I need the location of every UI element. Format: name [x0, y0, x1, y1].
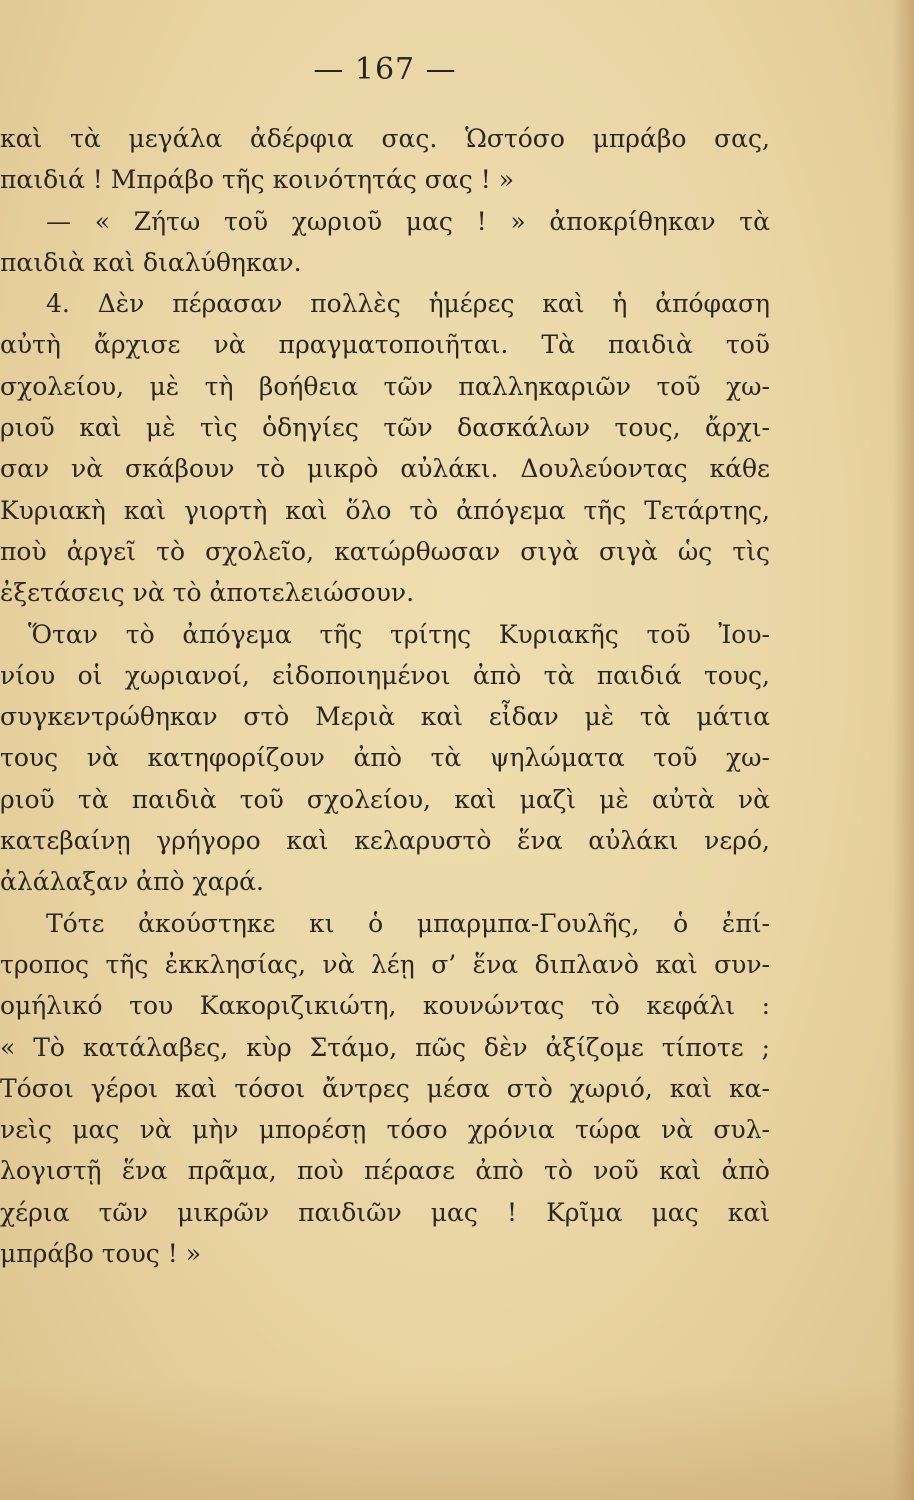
- text-line: νεὶς μας νὰ μὴν μπορέσῃ τόσο χρόνια τώρα νὰ συλ-: [0, 1115, 770, 1145]
- text-line: παιδιὰ καὶ διαλύθηκαν.: [0, 247, 302, 277]
- text-line: καὶ τὰ μεγάλα ἀδέρφια σας. Ὡστόσο μπράβο σας,: [0, 124, 770, 153]
- text-line: αὐτὴ ἄρχισε νὰ πραγματοποιῆται. Τὰ παιδιὰ τοῦ: [0, 330, 770, 360]
- text-line: ριοῦ καὶ μὲ τὶς ὁδηγίες τῶν δασκάλων τους, ἄρχι-: [0, 413, 770, 443]
- text-line: σχολείου, μὲ τὴ βοήθεια τῶν παλληκαριῶν τοῦ χω-: [0, 371, 770, 401]
- text-line: κατεβαίνῃ γρήγορο καὶ κελαρυστὸ ἕνα αὐλάκι νερό,: [0, 826, 770, 856]
- text-line: νίου οἱ χωριανοί, εἰδοποιημένοι ἀπὸ τὰ παιδιά τους,: [0, 660, 770, 690]
- text-line: τους νὰ κατηφορίζουν ἀπὸ τὰ ψηλώματα τοῦ χω-: [0, 743, 770, 773]
- text-line: παιδιά ! Μπράβο τῆς κοινότητάς σας ! »: [0, 165, 514, 195]
- body-text: [0, 118, 770, 1274]
- text-line: ποὺ ἀργεῖ τὸ σχολεῖο, κατώρθωσαν σιγὰ σιγὰ ὡς τὶς: [0, 536, 770, 566]
- text-line: 4. Δὲν πέρασαν πολλὲς ἡμέρες καὶ ἡ ἀπόφαση: [46, 289, 770, 319]
- text-line: ἀλάλαξαν ἀπὸ χαρά.: [0, 867, 265, 897]
- text-line: Τόσοι γέροι καὶ τόσοι ἄντρες μέσα στὸ χωριό, καὶ κα-: [0, 1073, 770, 1103]
- text-line: Τότε ἀκούστηκε κι ὁ μπαρμπα-Γουλῆς, ὁ ἐπί-: [46, 908, 770, 938]
- page-edge-shadow: [892, 0, 914, 1500]
- text-line: — « Ζήτω τοῦ χωριοῦ μας ! » ἀποκρίθηκαν τὰ: [46, 206, 770, 236]
- page-number: — 167 —: [313, 52, 457, 87]
- text-line: ἐξετάσεις νὰ τὸ ἀποτελειώσουν.: [0, 578, 415, 608]
- text-line: τροπος τῆς ἐκκλησίας, νὰ λέῃ σ’ ἕνα διπλανὸ καὶ συν-: [0, 949, 770, 979]
- text-line: Κυριακὴ καὶ γιορτὴ καὶ ὅλο τὸ ἀπόγεμα τῆς Τετάρτης,: [0, 495, 770, 525]
- text-line: Ὅταν τὸ ἀπόγεμα τῆς τρίτης Κυριακῆς τοῦ Ἰου-: [28, 619, 770, 649]
- text-line: λογιστῇ ἕνα πρᾶμα, ποὺ πέρασε ἀπὸ τὸ νοῦ καὶ ἀπὸ: [0, 1156, 770, 1186]
- text-line: χέρια τῶν μικρῶν παιδιῶν μας ! Κρῖμα μας καὶ: [0, 1197, 770, 1227]
- page-bottom-shade: [0, 1380, 914, 1500]
- text-line: μπράβο τους ! »: [0, 1239, 202, 1269]
- text-line: ριοῦ τὰ παιδιὰ τοῦ σχολείου, καὶ μαζὶ μὲ αὐτὰ νὰ: [0, 784, 770, 814]
- text-line: ομήλικό του Κακοριζικιώτη, κουνώντας τὸ κεφάλι :: [0, 991, 770, 1021]
- text-line: συγκεντρώθηκαν στὸ Μεριὰ καὶ εἶδαν μὲ τὰ μάτια: [0, 702, 770, 732]
- text-line: σαν νὰ σκάβουν τὸ μικρὸ αὐλάκι. Δουλεύοντας κάθε: [0, 454, 770, 484]
- text-line: « Τὸ κατάλαβες, κὺρ Στάμο, πῶς δὲν ἀξίζομε τίποτε ;: [0, 1032, 770, 1062]
